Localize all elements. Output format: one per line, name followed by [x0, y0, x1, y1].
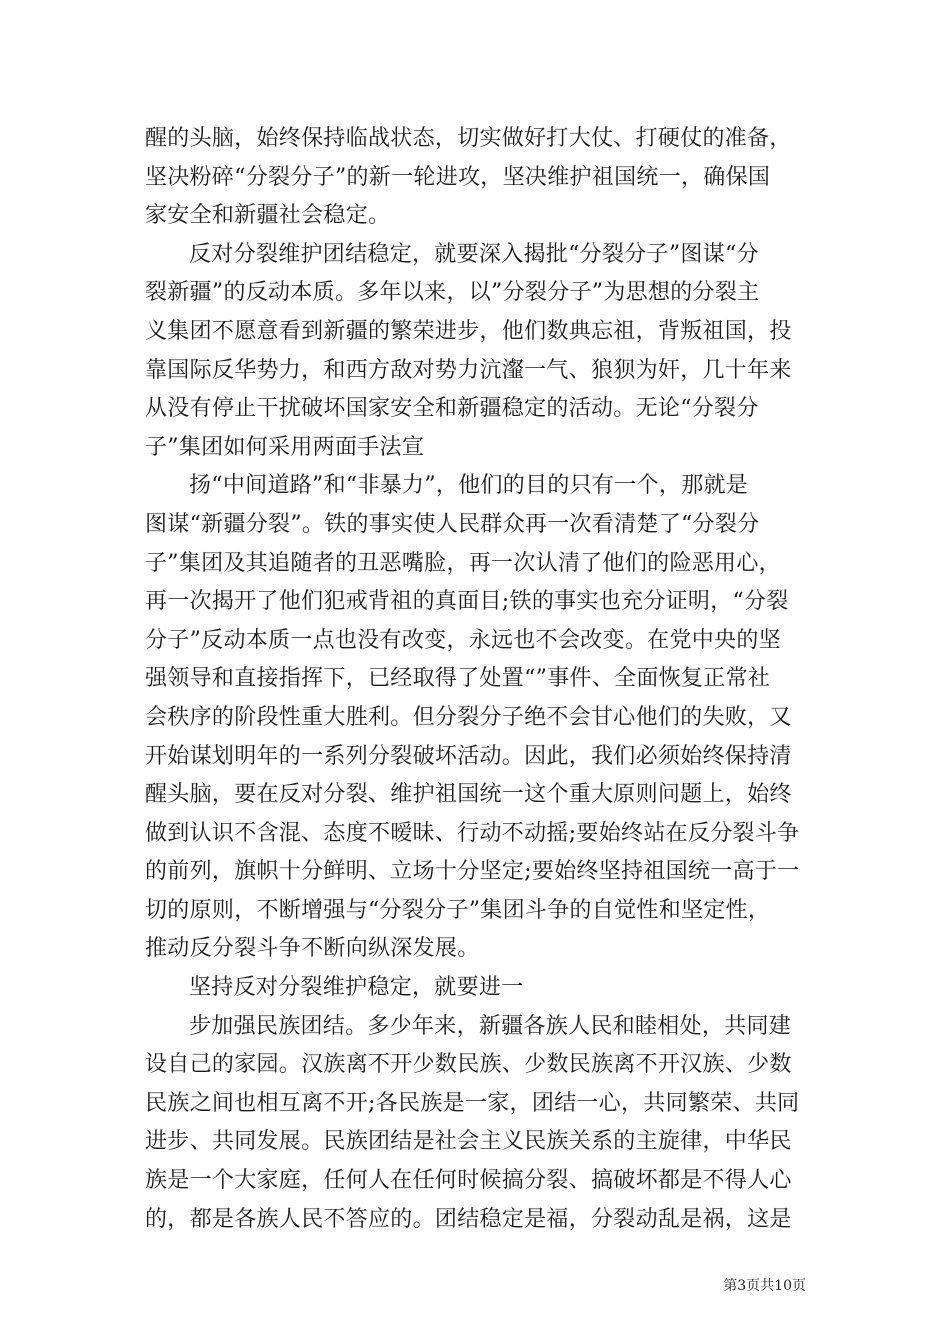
text-line: 从没有停止干扰破坏国家安全和新疆稳定的活动。无论“分裂分 — [145, 396, 759, 422]
text-line: 做到认识不含混、态度不暧昧、行动不动摇;要始终站在反分裂斗争 — [145, 820, 800, 846]
text-line: 切的原则，不断增强与“分裂分子”集团斗争的自觉性和坚定性， — [145, 897, 771, 923]
text-line: 分子”反动本质一点也没有改变，永远也不会改变。在党中央的坚 — [145, 627, 781, 653]
paragraph-start-line: 反对分裂维护团结稳定，就要深入揭批“分裂分子”图谋“分 — [189, 241, 759, 267]
text-line: 醒头脑，要在反对分裂、维护祖国统一这个重大原则问题上，始终 — [145, 782, 792, 808]
text-line: 靠国际反华势力，和西方敌对势力沆瀣一气、狼狈为奸，几十年来 — [145, 357, 792, 383]
text-line: 民族之间也相互离不开;各民族是一家，团结一心，共同繁荣、共同 — [145, 1090, 800, 1116]
text-line: 会秩序的阶段性重大胜利。但分裂分子绝不会甘心他们的失败，又 — [145, 704, 792, 730]
text-line: 子”集团如何采用两面手法宣 — [145, 434, 425, 460]
text-line: 开始谋划明年的一系列分裂破坏活动。因此，我们必须始终保持清 — [145, 743, 792, 769]
text-line: 义集团不愿意看到新疆的繁荣进步，他们数典忘祖，背叛祖国，投 — [145, 318, 792, 344]
paragraph-start-line: 步加强民族团结。多少年来，新疆各族人民和睦相处，共同建 — [189, 1013, 792, 1039]
text-line: 再一次揭开了他们犯戒背祖的真面目;铁的事实也充分证明，“分裂 — [145, 589, 789, 615]
text-line: 推动反分裂斗争不断向纵深发展。 — [145, 936, 480, 962]
text-line: 家安全和新疆社会稳定。 — [145, 203, 391, 229]
text-line: 进步、共同发展。民族团结是社会主义民族关系的主旋律，中华民 — [145, 1129, 792, 1155]
text-line: 族是一个大家庭，任何人在任何时候搞分裂、搞破坏都是不得人心 — [145, 1168, 792, 1194]
text-line: 醒的头脑，始终保持临战状态，切实做好打大仗、打硬仗的准备， — [145, 126, 792, 151]
text-line: 坚决粉碎“分裂分子”的新一轮进攻，坚决维护祖国统一，确保国 — [145, 164, 771, 190]
text-line: 裂新疆”的反动本质。多年以来，以”分裂分子”为思想的分裂主 — [145, 280, 760, 306]
text-line: 子”集团及其追随者的丑恶嘴脸，再一次认清了他们的险恶用心， — [145, 550, 781, 576]
text-line: 的前列，旗帜十分鲜明、立场十分坚定;要始终坚持祖国统一高于一 — [145, 859, 800, 885]
page-number-footer: 第3页共10页 — [723, 1278, 806, 1294]
body-text — [145, 120, 810, 1239]
text-line: 图谋“新疆分裂”。铁的事实使人民群众再一次看清楚了“分裂分 — [145, 511, 760, 537]
text-line: 设自己的家园。汉族离不开少数民族、少数民族离不开汉族、少数 — [145, 1052, 792, 1078]
text-line: 的，都是各族人民不答应的。团结稳定是福，分裂动乱是祸，这是 — [145, 1206, 792, 1232]
paragraph-start-line: 坚持反对分裂维护稳定，就要进一 — [189, 975, 524, 1001]
text-line: 强领导和直接指挥下，已经取得了处置“”事件、全面恢复正常社 — [145, 666, 771, 692]
paragraph-start-line: 扬“中间道路”和“非暴力”，他们的目的只有一个，那就是 — [189, 473, 749, 499]
